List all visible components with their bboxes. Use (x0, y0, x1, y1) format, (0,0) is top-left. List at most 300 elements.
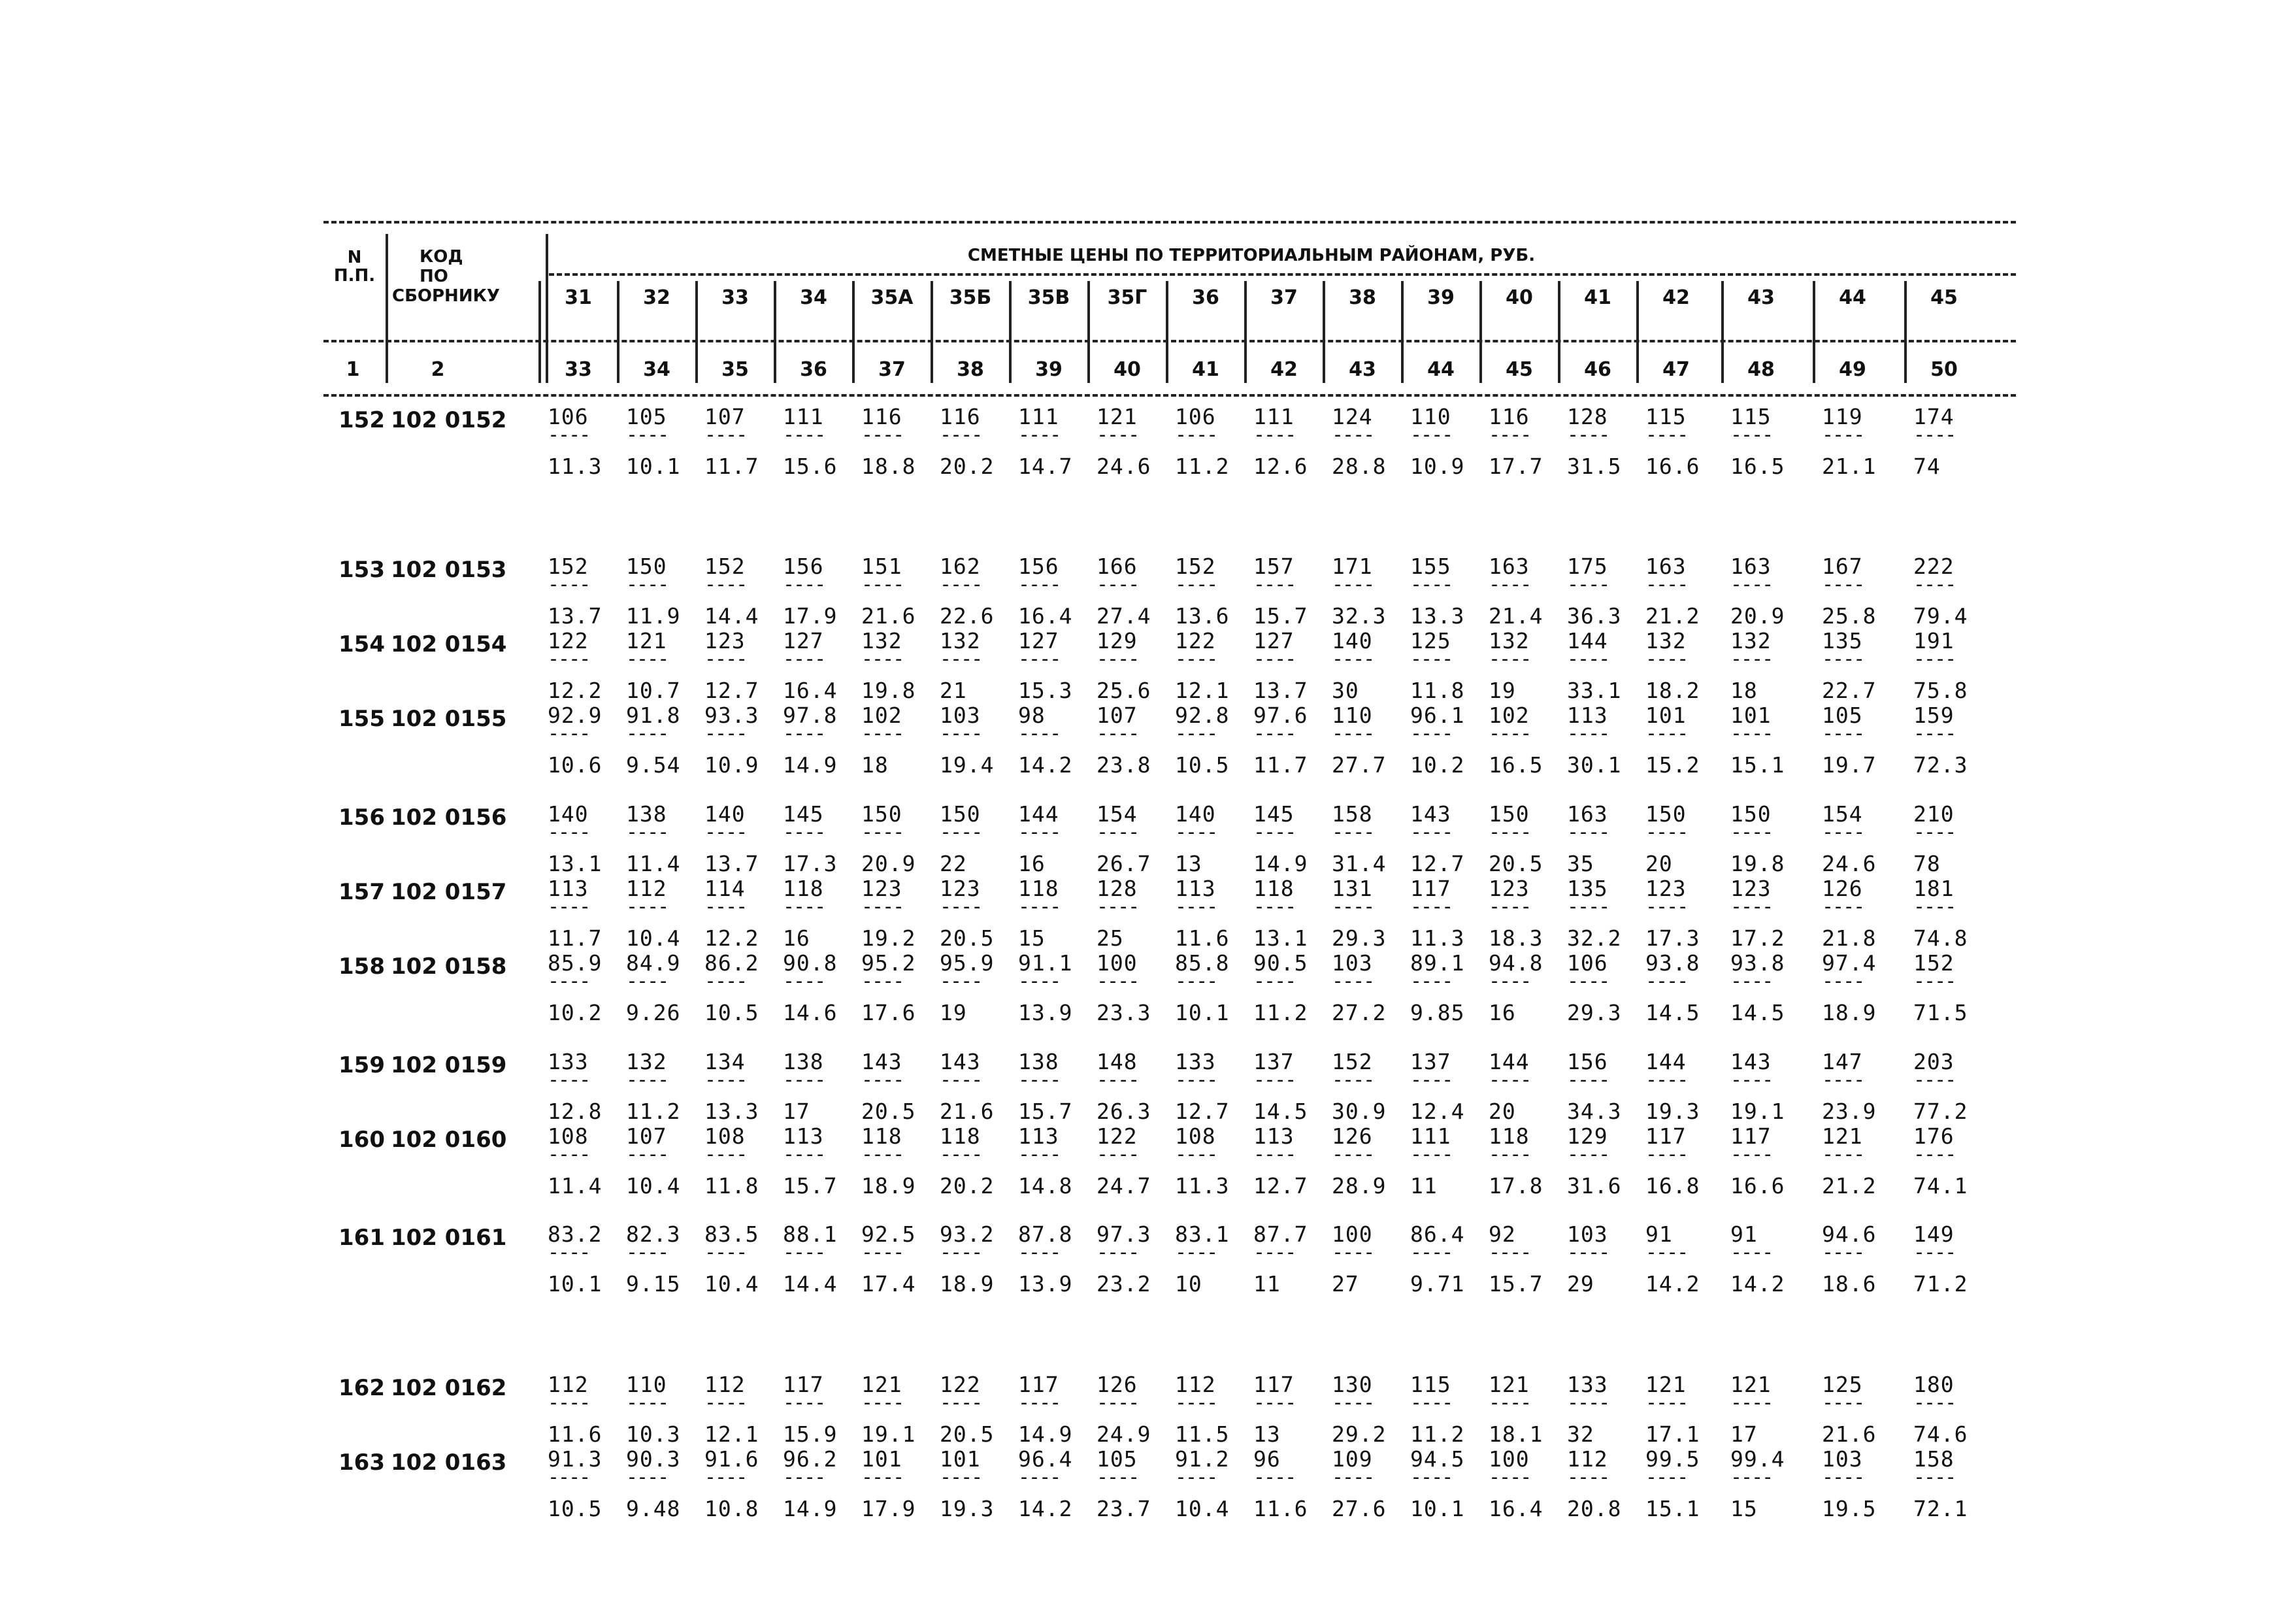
fraction-rule: ---- (1175, 827, 1217, 838)
price-cell (783, 703, 858, 778)
fraction-rule: ---- (704, 728, 747, 740)
price-cell (704, 1222, 780, 1297)
row-number: 157 (338, 879, 385, 905)
labor-value: 13.7 (1253, 678, 1308, 703)
price-cell (1332, 951, 1407, 1025)
column-number-16: 46 (1584, 358, 1611, 381)
region-header-5: 35А (870, 286, 914, 309)
labor-value: 10.1 (1175, 1000, 1230, 1025)
price-cell (1410, 1050, 1485, 1124)
price-cell (1410, 1372, 1485, 1447)
price-cell (1645, 951, 1721, 1025)
price-cell (861, 629, 936, 703)
fraction-rule: ---- (940, 579, 982, 591)
labor-value: 25.6 (1097, 678, 1151, 703)
code-header (392, 247, 542, 306)
price-cell (1097, 1447, 1172, 1521)
fraction-rule: ---- (1645, 1074, 1688, 1086)
price-value: 150 (1730, 801, 1772, 827)
labor-value: 17.8 (1489, 1173, 1543, 1199)
fraction-rule: ---- (783, 728, 825, 740)
price-cell (783, 876, 858, 951)
fraction-rule: ---- (626, 579, 668, 591)
price-cell (1645, 629, 1721, 703)
price-cell (1175, 554, 1250, 629)
fraction-rule: ---- (1410, 579, 1453, 591)
labor-value: 29.3 (1567, 1000, 1622, 1025)
price-value: 148 (1097, 1049, 1138, 1074)
price-cell (626, 1124, 701, 1199)
price-value: 95.9 (940, 950, 995, 976)
fraction-rule: ---- (1567, 728, 1609, 740)
labor-value: 31.5 (1567, 454, 1622, 479)
price-value: 152 (704, 554, 746, 579)
fraction-rule: ---- (1253, 1472, 1296, 1483)
labor-value: 11.2 (1410, 1421, 1465, 1447)
region-separator (1244, 281, 1247, 383)
price-value: 222 (1913, 554, 1955, 579)
labor-value: 19.8 (1730, 851, 1785, 876)
labor-value: 12.7 (1175, 1099, 1230, 1124)
fraction-rule: ---- (861, 1397, 904, 1409)
fraction-rule: ---- (1567, 654, 1609, 665)
labor-value: 78 (1913, 851, 1941, 876)
labor-value: 18 (1730, 678, 1758, 703)
fraction-rule: ---- (548, 1074, 590, 1086)
price-cell (704, 1050, 780, 1124)
price-value: 92 (1489, 1221, 1516, 1247)
price-value: 113 (1567, 703, 1608, 728)
price-cell (1253, 1050, 1328, 1124)
region-header-10: 37 (1270, 286, 1298, 309)
price-cell (1018, 629, 1093, 703)
labor-value: 19.1 (861, 1421, 916, 1447)
labor-value: 16.5 (1489, 752, 1543, 778)
price-cell (783, 1447, 858, 1521)
fraction-rule: ---- (704, 1472, 747, 1483)
labor-value: 10.2 (1410, 752, 1465, 778)
region-header-15: 42 (1662, 286, 1690, 309)
price-value: 126 (1822, 876, 1863, 901)
fraction-rule: ---- (1489, 1074, 1531, 1086)
price-value: 156 (1567, 1049, 1608, 1074)
price-value: 143 (940, 1049, 981, 1074)
fraction-rule: ---- (1018, 1397, 1061, 1409)
price-cell (940, 1222, 1015, 1297)
labor-value: 10.5 (704, 1000, 759, 1025)
fraction-rule: ---- (1253, 901, 1296, 913)
labor-value: 24.6 (1097, 454, 1151, 479)
price-cell (1332, 1050, 1407, 1124)
labor-value: 27.7 (1332, 752, 1387, 778)
labor-value: 74.1 (1913, 1173, 1968, 1199)
fraction-rule: ---- (1645, 1247, 1688, 1259)
price-value: 125 (1410, 628, 1451, 654)
labor-value: 11.8 (704, 1173, 759, 1199)
fraction-rule: ---- (940, 1397, 982, 1409)
labor-value: 22 (940, 851, 967, 876)
price-value: 154 (1097, 801, 1138, 827)
labor-value: 12.1 (1175, 678, 1230, 703)
price-cell (1730, 802, 1806, 876)
labor-value: 12.7 (1253, 1173, 1308, 1199)
price-cell (1489, 405, 1564, 479)
labor-value: 14.9 (1018, 1421, 1073, 1447)
fraction-rule: ---- (1175, 976, 1217, 987)
labor-value: 16.4 (783, 678, 838, 703)
fraction-rule: ---- (1822, 728, 1864, 740)
price-cell (1332, 802, 1407, 876)
labor-value: 30 (1332, 678, 1359, 703)
price-value: 155 (1410, 554, 1451, 579)
price-value: 94.8 (1489, 950, 1543, 976)
labor-value: 26.3 (1097, 1099, 1151, 1124)
fraction-rule: ---- (940, 827, 982, 838)
price-value: 116 (940, 404, 981, 429)
fraction-rule: ---- (1332, 976, 1374, 987)
price-cell (1645, 703, 1721, 778)
price-cell (704, 1447, 780, 1521)
fraction-rule: ---- (1645, 827, 1688, 838)
fraction-rule: ---- (1018, 728, 1061, 740)
price-cell (1097, 405, 1172, 479)
price-value: 125 (1822, 1372, 1863, 1397)
fraction-rule: ---- (783, 901, 825, 913)
price-value: 118 (783, 876, 824, 901)
fraction-rule: ---- (1018, 579, 1061, 591)
fraction-rule: ---- (1175, 654, 1217, 665)
fraction-rule: ---- (1253, 1247, 1296, 1259)
fraction-rule: ---- (1410, 827, 1453, 838)
price-value: 143 (1730, 1049, 1772, 1074)
labor-value: 25 (1097, 925, 1124, 951)
labor-value: 14.7 (1018, 454, 1073, 479)
fraction-rule: ---- (940, 1247, 982, 1259)
price-value: 163 (1645, 554, 1687, 579)
price-value: 86.2 (704, 950, 759, 976)
price-value: 84.9 (626, 950, 681, 976)
np-header-line: N (347, 248, 362, 267)
price-cell (1253, 1447, 1328, 1521)
fraction-rule: ---- (1489, 1472, 1531, 1483)
price-value: 83.5 (704, 1221, 759, 1247)
labor-value: 16.8 (1645, 1173, 1700, 1199)
fraction-rule: ---- (1489, 1247, 1531, 1259)
price-cell (1410, 1447, 1485, 1521)
labor-value: 24.7 (1097, 1173, 1151, 1199)
region-separator (1087, 281, 1090, 383)
price-cell (1097, 1124, 1172, 1199)
price-value: 111 (1018, 404, 1059, 429)
price-cell (940, 1124, 1015, 1199)
fraction-rule: ---- (1332, 429, 1374, 441)
fraction-rule: ---- (1730, 1397, 1773, 1409)
price-cell (1410, 876, 1485, 951)
price-cell (1097, 1050, 1172, 1124)
price-value: 115 (1730, 404, 1772, 429)
price-value: 113 (1253, 1123, 1295, 1149)
fraction-rule: ---- (626, 976, 668, 987)
fraction-rule: ---- (1730, 1074, 1773, 1086)
fraction-rule: ---- (1410, 654, 1453, 665)
row-code: 102 0152 (391, 407, 507, 433)
region-separator (1558, 281, 1560, 383)
price-value: 92.8 (1175, 703, 1230, 728)
price-cell (626, 1222, 701, 1297)
labor-value: 10.2 (548, 1000, 602, 1025)
price-cell (1175, 405, 1250, 479)
fraction-rule: ---- (548, 654, 590, 665)
fraction-rule: ---- (1489, 429, 1531, 441)
labor-value: 21.2 (1645, 603, 1700, 629)
price-value: 121 (1822, 1123, 1863, 1149)
fraction-rule: ---- (1253, 1149, 1296, 1161)
price-value: 123 (1730, 876, 1772, 901)
price-cell (1018, 554, 1093, 629)
labor-value: 14.5 (1645, 1000, 1700, 1025)
labor-value: 14.6 (783, 1000, 838, 1025)
labor-value: 33.1 (1567, 678, 1622, 703)
price-value: 117 (1253, 1372, 1295, 1397)
price-cell (1913, 703, 1988, 778)
column-number-5: 35 (721, 358, 749, 381)
region-header-1: 31 (565, 286, 592, 309)
fraction-rule: ---- (548, 976, 590, 987)
price-value: 132 (940, 628, 981, 654)
fraction-rule: ---- (1567, 1149, 1609, 1161)
price-cell (704, 703, 780, 778)
np-separator (386, 234, 388, 383)
price-cell (626, 1050, 701, 1124)
region-separator (852, 281, 855, 383)
price-cell (1018, 1222, 1093, 1297)
price-value: 140 (548, 801, 589, 827)
price-value: 96 (1253, 1446, 1281, 1472)
labor-value: 71.2 (1913, 1271, 1968, 1297)
price-value: 112 (626, 876, 667, 901)
code-header-line: СБОРНИКУ (392, 286, 500, 306)
fraction-rule: ---- (704, 1074, 747, 1086)
fraction-rule: ---- (1253, 976, 1296, 987)
labor-value: 20.2 (940, 1173, 995, 1199)
fraction-rule: ---- (783, 827, 825, 838)
price-cell (1567, 405, 1642, 479)
labor-value: 77.2 (1913, 1099, 1968, 1124)
labor-value: 20.5 (940, 1421, 995, 1447)
price-value: 150 (1489, 801, 1530, 827)
price-value: 89.1 (1410, 950, 1465, 976)
fraction-rule: ---- (1567, 827, 1609, 838)
price-cell (783, 802, 858, 876)
labor-value: 21.1 (1822, 454, 1877, 479)
price-value: 127 (783, 628, 824, 654)
price-value: 98 (1018, 703, 1046, 728)
labor-value: 10.5 (1175, 752, 1230, 778)
price-cell (1489, 1050, 1564, 1124)
price-value: 86.4 (1410, 1221, 1465, 1247)
price-cell (1822, 1124, 1897, 1199)
price-cell (1913, 629, 1988, 703)
labor-value: 18.9 (940, 1271, 995, 1297)
fraction-rule: ---- (1253, 1397, 1296, 1409)
labor-value: 17.2 (1730, 925, 1785, 951)
fraction-rule: ---- (1018, 654, 1061, 665)
labor-value: 74.6 (1913, 1421, 1968, 1447)
labor-value: 34.3 (1567, 1099, 1622, 1124)
fraction-rule: ---- (1097, 1149, 1139, 1161)
labor-value: 15.9 (783, 1421, 838, 1447)
row-number: 158 (338, 953, 385, 980)
labor-value: 14.2 (1018, 752, 1073, 778)
labor-value: 21.2 (1822, 1173, 1877, 1199)
labor-value: 11.9 (626, 603, 681, 629)
fraction-rule: ---- (626, 1397, 668, 1409)
labor-value: 16.6 (1730, 1173, 1785, 1199)
price-cell (704, 554, 780, 629)
price-value: 127 (1018, 628, 1059, 654)
price-value: 191 (1913, 628, 1955, 654)
price-value: 121 (1645, 1372, 1687, 1397)
labor-value: 14.2 (1018, 1496, 1073, 1521)
region-header-18: 45 (1930, 286, 1958, 309)
fraction-rule: ---- (1332, 1472, 1374, 1483)
labor-value: 32 (1567, 1421, 1594, 1447)
price-cell (1175, 802, 1250, 876)
fraction-rule: ---- (704, 654, 747, 665)
labor-value: 24.9 (1097, 1421, 1151, 1447)
labor-value: 20.5 (861, 1099, 916, 1124)
fraction-rule: ---- (1567, 1397, 1609, 1409)
region-header-14: 41 (1584, 286, 1611, 309)
column-number-19: 49 (1839, 358, 1866, 381)
labor-value: 12.1 (704, 1421, 759, 1447)
price-value: 129 (1567, 1123, 1608, 1149)
price-cell (1730, 703, 1806, 778)
fraction-rule: ---- (1018, 1074, 1061, 1086)
region-header-12: 39 (1427, 286, 1455, 309)
price-cell (1489, 629, 1564, 703)
region-header-13: 40 (1506, 286, 1533, 309)
region-separator (617, 281, 619, 383)
row-code: 102 0155 (391, 706, 507, 732)
labor-value: 31.6 (1567, 1173, 1622, 1199)
price-value: 96.1 (1410, 703, 1465, 728)
labor-value: 17.9 (861, 1496, 916, 1521)
price-cell (1018, 1050, 1093, 1124)
fraction-rule: ---- (1175, 1397, 1217, 1409)
price-cell (548, 951, 623, 1025)
fraction-rule: ---- (1489, 1397, 1531, 1409)
price-cell (548, 1050, 623, 1124)
price-value: 83.2 (548, 1221, 602, 1247)
fraction-rule: ---- (626, 728, 668, 740)
labor-value: 74.8 (1913, 925, 1968, 951)
fraction-rule: ---- (704, 429, 747, 441)
price-cell (704, 405, 780, 479)
price-value: 100 (1332, 1221, 1373, 1247)
fraction-rule: ---- (1410, 429, 1453, 441)
row-code: 102 0156 (391, 804, 507, 831)
price-cell (1822, 1050, 1897, 1124)
labor-value: 72.1 (1913, 1496, 1968, 1521)
labor-value: 19 (940, 1000, 967, 1025)
fraction-rule: ---- (1913, 654, 1956, 665)
labor-value: 15.1 (1730, 752, 1785, 778)
price-value: 132 (861, 628, 902, 654)
row-code: 102 0163 (391, 1450, 507, 1476)
fraction-rule: ---- (548, 579, 590, 591)
price-value: 108 (1175, 1123, 1216, 1149)
price-value: 102 (861, 703, 902, 728)
fraction-rule: ---- (1253, 1074, 1296, 1086)
labor-value: 15 (1730, 1496, 1758, 1521)
fraction-rule: ---- (1645, 429, 1688, 441)
header-bottom-rule (323, 394, 2016, 397)
price-cell (548, 802, 623, 876)
price-value: 99.4 (1730, 1446, 1785, 1472)
fraction-rule: ---- (940, 728, 982, 740)
price-cell (1645, 1447, 1721, 1521)
price-value: 91 (1730, 1221, 1758, 1247)
labor-value: 32.3 (1332, 603, 1387, 629)
labor-value: 74 (1913, 454, 1941, 479)
price-cell (783, 405, 858, 479)
table-top-rule (323, 221, 2016, 224)
price-cell (1332, 703, 1407, 778)
price-cell (548, 554, 623, 629)
price-value: 112 (704, 1372, 746, 1397)
fraction-rule: ---- (1645, 1472, 1688, 1483)
fraction-rule: ---- (1018, 976, 1061, 987)
price-cell (1175, 1050, 1250, 1124)
row-code: 102 0160 (391, 1127, 507, 1153)
labor-value: 16 (1489, 1000, 1516, 1025)
price-cell (1913, 876, 1988, 951)
fraction-rule: ---- (1645, 976, 1688, 987)
fraction-rule: ---- (1645, 654, 1688, 665)
price-value: 103 (1567, 1221, 1608, 1247)
fraction-rule: ---- (704, 901, 747, 913)
price-cell (861, 554, 936, 629)
labor-value: 19.3 (940, 1496, 995, 1521)
row-code: 102 0157 (391, 879, 507, 905)
code-header-line: ПО (420, 267, 448, 286)
column-number-14: 44 (1427, 358, 1455, 381)
price-value: 121 (1097, 404, 1138, 429)
price-value: 88.1 (783, 1221, 838, 1247)
labor-value: 29.3 (1332, 925, 1387, 951)
labor-value: 11.6 (1175, 925, 1230, 951)
price-cell (1410, 629, 1485, 703)
fraction-rule: ---- (1332, 654, 1374, 665)
labor-value: 16.4 (1489, 1496, 1543, 1521)
labor-value: 21.4 (1489, 603, 1543, 629)
regions-rule (549, 273, 2016, 276)
row-number: 153 (338, 557, 385, 583)
price-cell (861, 703, 936, 778)
price-cell (626, 554, 701, 629)
price-cell (704, 951, 780, 1025)
fraction-rule: ---- (1097, 654, 1139, 665)
labor-value: 12.2 (548, 678, 602, 703)
fraction-rule: ---- (940, 654, 982, 665)
price-value: 131 (1332, 876, 1373, 901)
labor-value: 14.4 (704, 603, 759, 629)
price-cell (940, 703, 1015, 778)
fraction-rule: ---- (783, 976, 825, 987)
labor-value: 18.6 (1822, 1271, 1877, 1297)
region-separator (1813, 281, 1815, 383)
